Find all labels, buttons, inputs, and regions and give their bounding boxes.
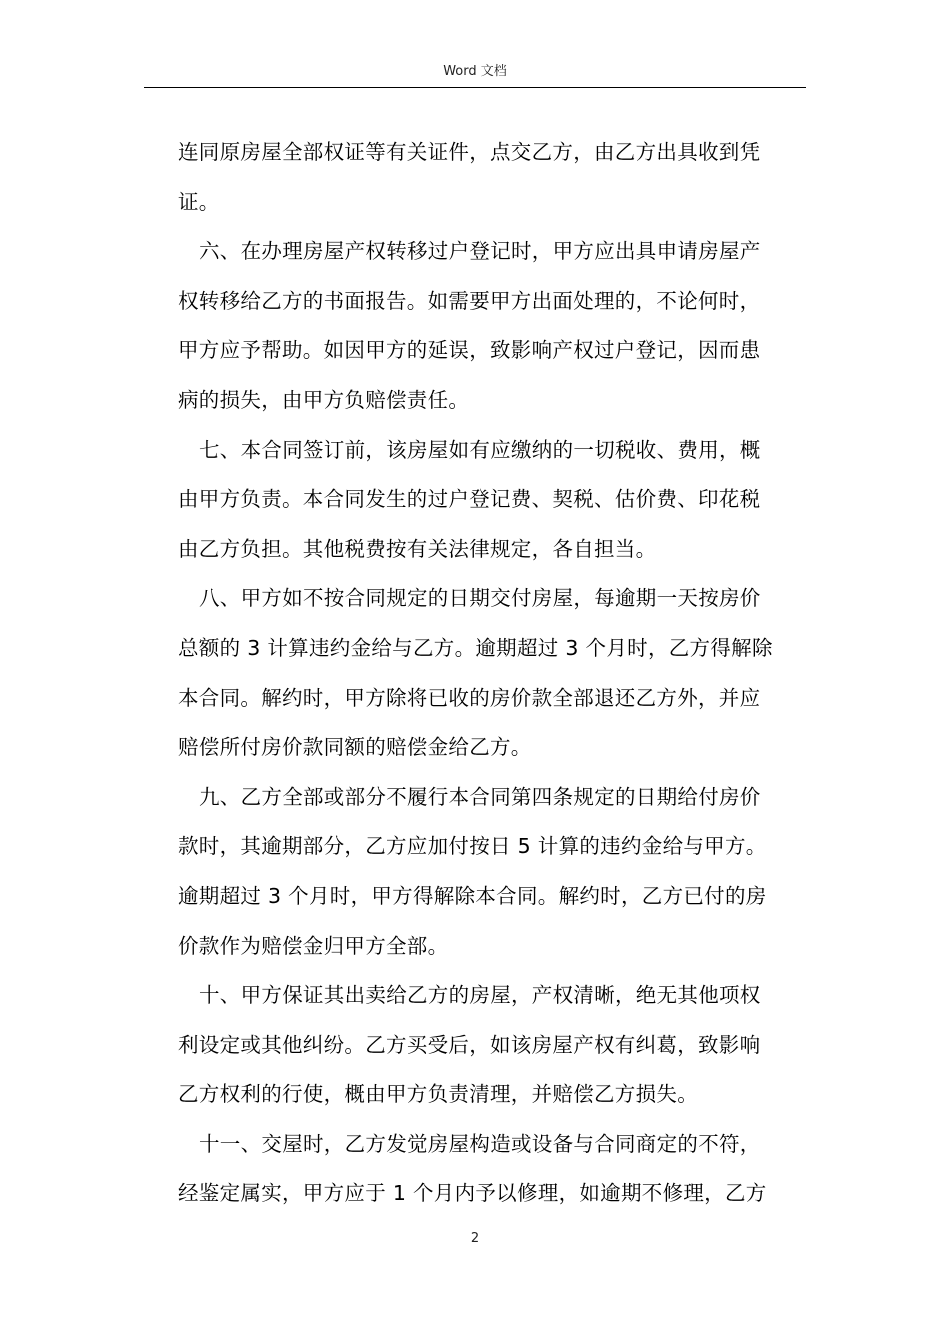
page-header: Word 文档 bbox=[443, 64, 507, 79]
text-line: 乙方权利的行使，概由甲方负责清理，并赔偿乙方损失。 bbox=[178, 1082, 698, 1107]
text-line: 十一、交屋时，乙方发觉房屋构造或设备与合同商定的不符， bbox=[199, 1131, 761, 1156]
text-line: 利设定或其他纠纷。乙方买受后，如该房屋产权有纠葛，致影响 bbox=[178, 1032, 761, 1057]
text-line: 权转移给乙方的书面报告。如需要甲方出面处理的，不论何时， bbox=[178, 288, 761, 313]
text-line: 由乙方负担。其他税费按有关法律规定，各自担当。 bbox=[178, 536, 657, 561]
text-line: 病的损失，由甲方负赔偿责任。 bbox=[178, 387, 470, 412]
text-line: 六、在办理房屋产权转移过户登记时，甲方应出具申请房屋产 bbox=[199, 239, 761, 264]
text-line: 赔偿所付房价款同额的赔偿金给乙方。 bbox=[178, 735, 532, 760]
text-line: 证。 bbox=[178, 189, 220, 214]
text-line: 由甲方负责。本合同发生的过户登记费、契税、估价费、印花税 bbox=[178, 487, 761, 512]
text-line: 经鉴定属实，甲方应于 1 个月内予以修理，如逾期不修理，乙方 bbox=[178, 1181, 767, 1206]
text-line: 甲方应予帮助。如因甲方的延误，致影响产权过户登记，因而患 bbox=[178, 338, 761, 363]
text-line: 十、甲方保证其出卖给乙方的房屋，产权清晰，绝无其他项权 bbox=[199, 983, 761, 1008]
header-divider bbox=[144, 87, 806, 88]
document-body bbox=[178, 128, 808, 1219]
text-line: 价款作为赔偿金归甲方全部。 bbox=[178, 933, 449, 958]
text-line: 连同原房屋全部权证等有关证件，点交乙方，由乙方出具收到凭 bbox=[178, 140, 761, 164]
text-line: 九、乙方全部或部分不履行本合同第四条规定的日期给付房价 bbox=[199, 784, 761, 809]
text-line: 总额的 3 计算违约金给与乙方。逾期超过 3 个月时，乙方得解除 bbox=[178, 635, 773, 660]
page-number: 2 bbox=[470, 1231, 480, 1246]
text-line: 八、甲方如不按合同规定的日期交付房屋，每逾期一天按房价 bbox=[199, 586, 761, 611]
text-line: 本合同。解约时，甲方除将已收的房价款全部退还乙方外，并应 bbox=[178, 685, 761, 710]
text-line: 款时，其逾期部分，乙方应加付按日 5 计算的违约金给与甲方。 bbox=[178, 834, 767, 859]
text-line: 逾期超过 3 个月时，甲方得解除本合同。解约时，乙方已付的房 bbox=[178, 883, 767, 908]
text-line: 七、本合同签订前，该房屋如有应缴纳的一切税收、费用，概 bbox=[199, 437, 761, 462]
